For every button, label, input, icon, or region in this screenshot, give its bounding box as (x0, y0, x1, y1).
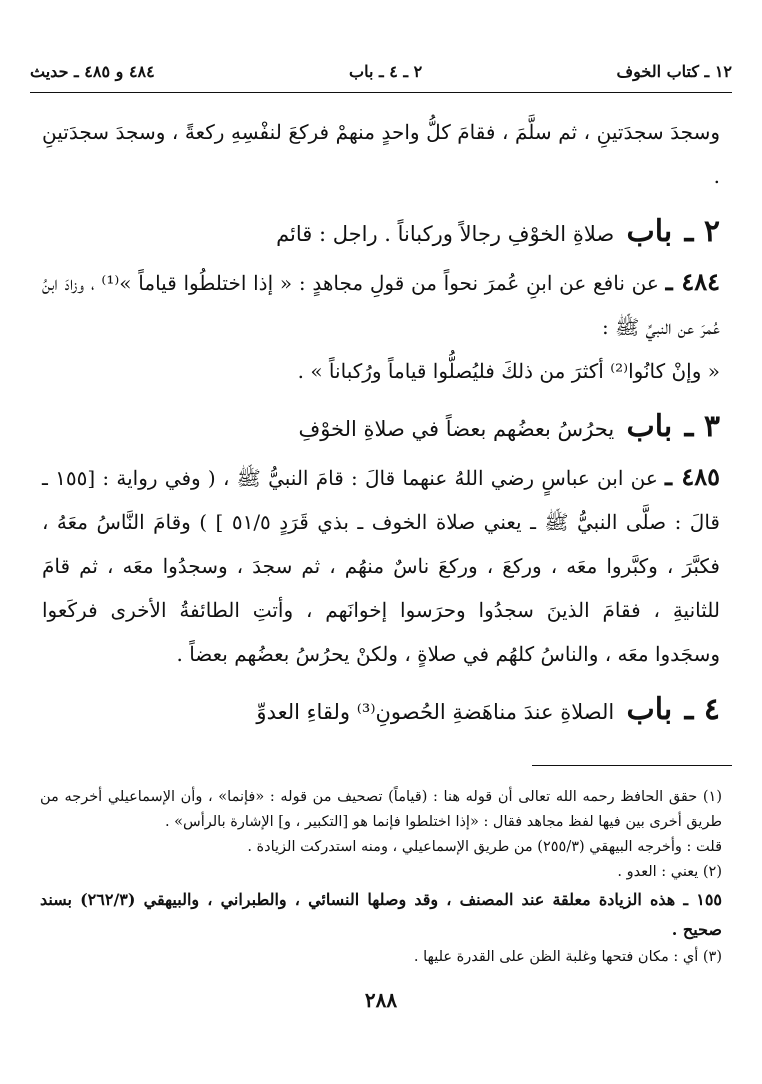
hadith-text: عن نافع عن ابنِ عُمرَ نحواً من قولِ مجاهدٍ : « إذا اختلطُوا قياماً »⁽¹⁾ ، وزادَ ابنُ عُمرَ عن النبيِّ ﷺ : (42, 271, 720, 339)
hadith-number: ٤٨٥ ـ (665, 462, 720, 491)
note-155: ١٥٥ ـ هذه الزيادة معلقة عند المصنف ، وقد وصلها النسائي ، والطبراني ، والبيهقي (٢٦٢/٣) بسند صحيح . (40, 890, 722, 939)
chapter-title: الصلاةِ عندَ مناهَضةِ الحُصونِ⁽³⁾ ولقاءِ العدوِّ (256, 700, 615, 724)
chapter-heading-4 (42, 688, 720, 734)
intro-paragraph: وسجدَ سجدَتينِ ، ثم سلَّمَ ، فقامَ كلُّ واحدٍ منهمْ فركعَ لنفْسِهِ ركعةً ، وسجدَ سجدَتينِ . (42, 120, 720, 188)
chapter-keyword: باب (626, 409, 673, 444)
chapter-title: صلاةِ الخوْفِ رجالاً وركباناً . راجل : قائم (276, 222, 615, 246)
hadith-number: ٤٨٤ ـ (665, 267, 721, 296)
header-divider (30, 92, 732, 93)
footnote-1-comment: قلت : وأخرجه البيهقي (٢٥٥/٣) من طريق الإسماعيلي ، ومنه استدركت الزيادة . (247, 839, 722, 855)
page-number: ٢٨٨ (364, 988, 398, 1012)
running-header (30, 56, 732, 86)
hadith-484-continuation: « وإنْ كانُوا⁽²⁾ أكثرَ من ذلكَ فليُصلُّوا قياماً ورُكباناً » . (297, 359, 720, 383)
chapter-heading-3 (42, 405, 720, 451)
chapter-number: ٤ ـ (684, 692, 720, 727)
header-chapter: ١٢ ـ كتاب الخوف (616, 61, 732, 81)
footnote-1: (١) حقق الحافظ رحمه الله تعالى أن قوله هنا : (قياماً) تصحيف من قوله : «فإنما» ، وأن الإسماعيلي أخرجه من طريق أخرى بين فيها لفظ مجاهد فقال : «إذا اختلطوا فإنما هو [التكبير ، و] الإشارة بالرأس» . (40, 789, 722, 830)
header-section: ٢ ـ ٤ ـ باب (349, 61, 423, 81)
chapter-number: ٢ ـ (684, 214, 720, 249)
chapter-heading-2 (42, 210, 720, 256)
footnote-2: (٢) يعني : العدو . (617, 864, 722, 880)
header-hadith-range: ٤٨٤ و ٤٨٥ ـ حديث (30, 61, 155, 81)
chapter-keyword: باب (626, 692, 673, 727)
hadith-text: عن ابن عباسٍ رضي اللهُ عنهما قالَ : قامَ النبيُّ ﷺ ، ( وفي رواية : [١٥٥ ـ قالَ : صلَّى النبيُّ ﷺ ـ يعني صلاة الخوف ـ بذي قَرَدٍ ٥١/٥ ] ) وقامَ النَّاسُ معَهُ ، فكبَّرَ ، وكبَّروا معَه ، وركعَ ، وركعَ ناسٌ منهُم ، ثم سجدَ ، وسجدُوا معَه ، ثم قامَ للثانيةِ ، فقامَ الذينَ سجدُوا وحرَسوا إخوانَهم ، وأتتِ الطائفةُ الأخرى فركَعوا وسجَدوا معَه ، والناسُ كلهُم في صلاةٍ ، ولكنْ يحرُسُ بعضُهم بعضاً . (42, 466, 720, 666)
chapter-keyword: باب (626, 214, 673, 249)
hadith-484 (42, 260, 720, 349)
main-text (42, 110, 720, 738)
hadith-485 (42, 455, 720, 676)
chapter-title: يحرُسُ بعضُهم بعضاً في صلاةِ الخوْفِ (298, 417, 615, 441)
footnote-3: (٣) أي : مكان فتحها وغلبة الظن على القدرة عليها . (413, 949, 722, 965)
footnote-divider (532, 765, 732, 766)
footnotes (40, 785, 722, 970)
chapter-number: ٣ ـ (684, 409, 720, 444)
